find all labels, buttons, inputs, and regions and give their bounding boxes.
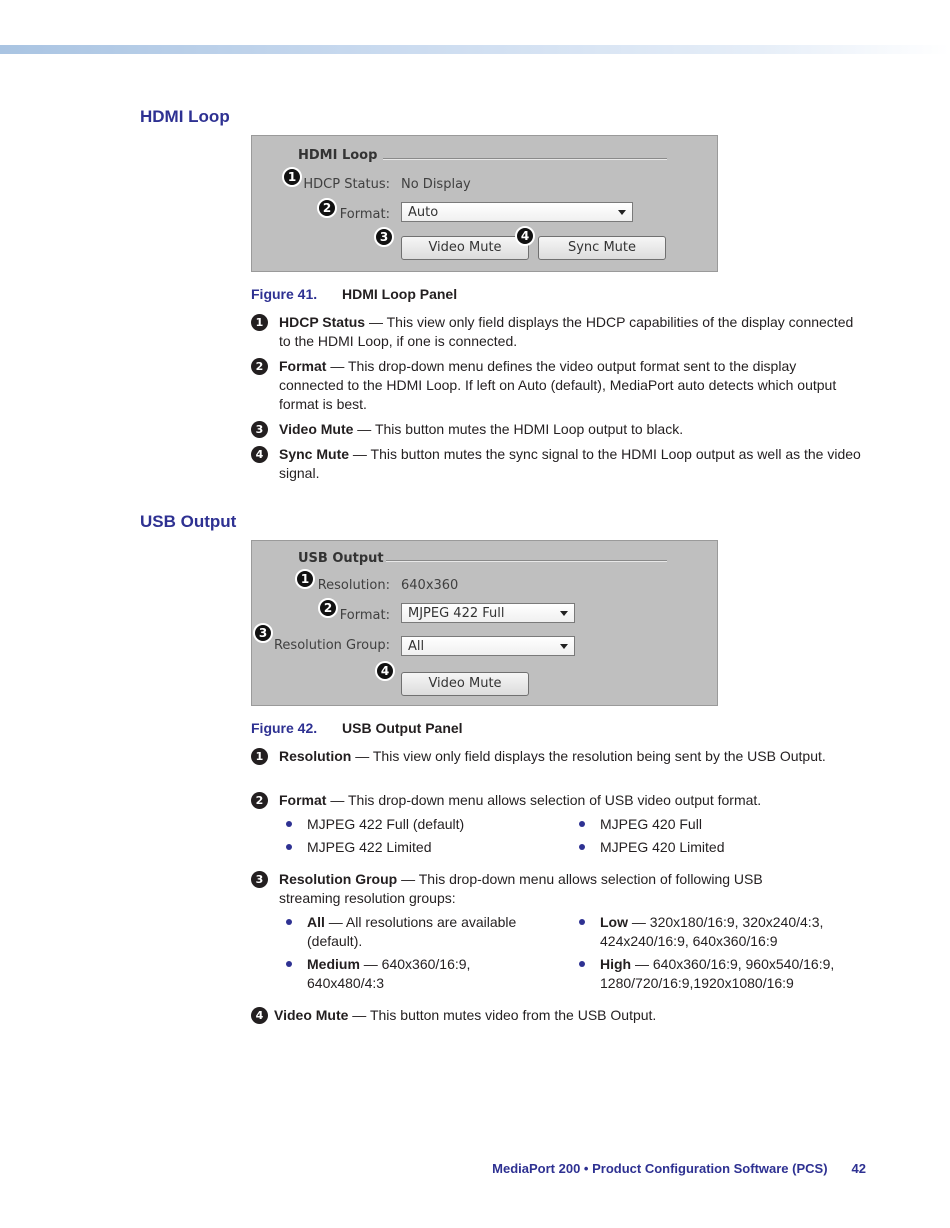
- video-mute-button[interactable]: Video Mute: [401, 672, 529, 696]
- list-item-resolution: [251, 747, 861, 766]
- format-option-text: MJPEG 422 Full (default): [307, 816, 465, 832]
- usb-output-panel-screenshot: [251, 540, 718, 706]
- resolution-group-dropdown-value: All: [408, 639, 425, 654]
- callout-1-icon: 1: [282, 167, 302, 187]
- list-item-group-high: [579, 955, 879, 993]
- chevron-down-icon: [618, 210, 626, 215]
- group-desc: — 320x180/16:9, 320x240/4:3, 424x240/16:9, 640x360/16:9: [600, 914, 824, 949]
- sync-mute-button[interactable]: Sync Mute: [538, 236, 666, 260]
- header-band: [0, 45, 950, 54]
- section-title-hdmi-loop: HDMI Loop: [140, 107, 230, 126]
- item-desc: — This drop-down menu allows selection of USB video output format.: [326, 792, 762, 808]
- item-desc: — This drop-down menu allows selection of following USB streaming resolution groups:: [279, 871, 763, 906]
- figure-number: Figure 41.: [251, 286, 318, 302]
- bullet-icon: [579, 821, 585, 827]
- bullet-icon: [579, 844, 585, 850]
- resolution-group-label: Resolution Group:: [273, 638, 390, 653]
- number-3-icon: 3: [251, 871, 268, 888]
- callout-1-icon: 1: [295, 569, 315, 589]
- chevron-down-icon: [560, 644, 568, 649]
- list-item-format-option: [579, 838, 859, 857]
- item-term: Video Mute: [274, 1007, 349, 1023]
- chevron-down-icon: [560, 611, 568, 616]
- number-4-icon: 4: [251, 446, 268, 463]
- callout-3-icon: 3: [374, 227, 394, 247]
- panel-title: USB Output: [298, 551, 384, 566]
- format-option-text: MJPEG 422 Limited: [307, 839, 432, 855]
- item-term: Format: [279, 792, 327, 808]
- format-dropdown-value: MJPEG 422 Full: [408, 606, 505, 621]
- callout-2-icon: 2: [317, 198, 337, 218]
- item-term: Format: [279, 358, 327, 374]
- list-item-group-medium: [286, 955, 526, 993]
- section-title-usb-output: USB Output: [140, 512, 237, 531]
- list-item-format: [251, 357, 861, 414]
- list-item-video-mute: [251, 420, 861, 439]
- video-mute-button[interactable]: Video Mute: [401, 236, 529, 260]
- number-3-icon: 3: [251, 421, 268, 438]
- hdcp-status-label: HDCP Status:: [303, 177, 390, 192]
- group-term: High: [600, 956, 632, 972]
- callout-4-icon: 4: [515, 226, 535, 246]
- group-term: All: [307, 914, 325, 930]
- hdcp-status-value: No Display: [401, 177, 471, 192]
- panel-title-rule: [386, 560, 667, 562]
- callout-2-icon: 2: [318, 598, 338, 618]
- format-label: Format:: [339, 608, 390, 623]
- item-desc: — This drop-down menu defines the video output format sent to the display connected to the HDMI Loop. If left on Auto (default), MediaPort auto detects which output format is best.: [279, 358, 837, 412]
- list-item-hdcp-status: [251, 313, 861, 351]
- format-dropdown[interactable]: [401, 202, 633, 222]
- figure-number: Figure 42.: [251, 720, 318, 736]
- figure-42-caption: [251, 720, 463, 736]
- bullet-icon: [286, 961, 292, 967]
- format-option-text: MJPEG 420 Limited: [600, 839, 725, 855]
- resolution-value: 640x360: [401, 578, 459, 593]
- bullet-icon: [579, 919, 585, 925]
- figure-name: USB Output Panel: [342, 720, 463, 736]
- list-item-group-low: [579, 913, 879, 951]
- resolution-label: Resolution:: [317, 578, 390, 593]
- item-desc: — This button mutes the HDMI Loop output to black.: [353, 421, 684, 437]
- format-dropdown[interactable]: [401, 603, 575, 623]
- hdmi-loop-panel-screenshot: [251, 135, 718, 272]
- list-item-format: [251, 791, 861, 810]
- item-desc: — This view only field displays the resolution being sent by the USB Output.: [351, 748, 826, 764]
- number-2-icon: 2: [251, 792, 268, 809]
- group-term: Low: [600, 914, 628, 930]
- group-desc: — 640x360/16:9, 640x480/4:3: [307, 956, 471, 991]
- number-4-icon: 4: [251, 1007, 268, 1024]
- list-item-video-mute: [251, 1006, 861, 1025]
- item-desc: — This view only field displays the HDCP capabilities of the display connected to the HDMI Loop, if one is connected.: [279, 314, 854, 349]
- bullet-icon: [286, 821, 292, 827]
- item-term: HDCP Status: [279, 314, 366, 330]
- group-term: Medium: [307, 956, 360, 972]
- panel-title-rule: [383, 158, 667, 160]
- number-1-icon: 1: [251, 314, 268, 331]
- callout-3-icon: 3: [253, 623, 273, 643]
- item-term: Video Mute: [279, 421, 354, 437]
- item-term: Resolution: [279, 748, 352, 764]
- item-desc: — This button mutes the sync signal to the HDMI Loop output as well as the video signal.: [279, 446, 861, 481]
- list-item-sync-mute: [251, 445, 861, 483]
- callout-4-icon: 4: [375, 661, 395, 681]
- group-desc: — All resolutions are available (default).: [307, 914, 517, 949]
- list-item-format-option: [579, 815, 859, 834]
- format-label: Format:: [339, 207, 390, 222]
- figure-41-caption: [251, 286, 457, 302]
- list-item-format-option: [286, 815, 566, 834]
- page-footer: [492, 1161, 866, 1176]
- bullet-icon: [286, 844, 292, 850]
- list-item-format-option: [286, 838, 566, 857]
- list-item-group-all: [286, 913, 546, 951]
- list-item-resolution-group: [251, 870, 861, 908]
- group-desc: — 640x360/16:9, 960x540/16:9, 1280/720/16:9,1920x1080/16:9: [600, 956, 835, 991]
- figure-name: HDMI Loop Panel: [342, 286, 458, 302]
- item-term: Resolution Group: [279, 871, 398, 887]
- format-dropdown-value: Auto: [408, 205, 439, 220]
- number-1-icon: 1: [251, 748, 268, 765]
- resolution-group-dropdown[interactable]: [401, 636, 575, 656]
- footer-title: MediaPort 200 • Product Configuration Software (PCS): [492, 1161, 828, 1176]
- number-2-icon: 2: [251, 358, 268, 375]
- page-number: 42: [851, 1161, 866, 1176]
- bullet-icon: [286, 919, 292, 925]
- item-term: Sync Mute: [279, 446, 350, 462]
- item-desc: — This button mutes video from the USB Output.: [348, 1007, 657, 1023]
- bullet-icon: [579, 961, 585, 967]
- format-option-text: MJPEG 420 Full: [600, 816, 702, 832]
- panel-title: HDMI Loop: [298, 148, 378, 163]
